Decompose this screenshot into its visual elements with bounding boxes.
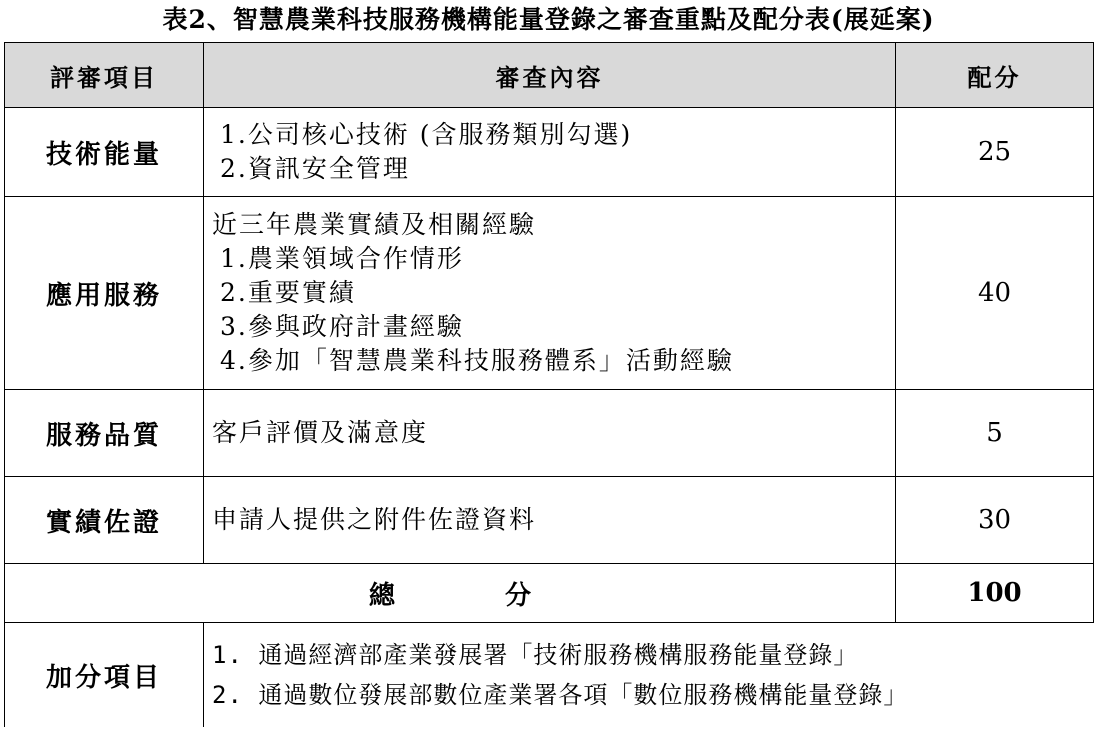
content-line: 2.資訊安全管理 <box>220 154 410 183</box>
bonus-line: 1. 通過經濟部產業發展署「技術服務機構服務能量登錄」 <box>212 641 859 669</box>
bonus-line: 2. 通過數位發展部數位產業署各項「數位服務機構能量登錄」 <box>212 681 909 709</box>
category-cell: 技術能量 <box>5 108 204 197</box>
category-cell: 實績佐證 <box>5 477 204 564</box>
score-cell: 40 <box>896 197 1094 390</box>
table-row <box>5 197 1094 390</box>
total-label-cell <box>5 564 896 623</box>
table-row <box>5 477 1094 564</box>
total-row <box>5 564 1094 623</box>
header-row <box>5 43 1094 108</box>
content-line: 2.重要實績 <box>220 278 356 307</box>
total-label-2: 分 <box>505 580 532 611</box>
content-cell <box>204 108 896 197</box>
header-score: 配分 <box>896 43 1094 108</box>
content-line: 客戶評價及滿意度 <box>212 418 429 447</box>
table-row <box>5 108 1094 197</box>
content-cell <box>204 390 896 477</box>
category-cell: 服務品質 <box>5 390 204 477</box>
total-score-cell: 100 <box>896 564 1094 623</box>
category-cell: 應用服務 <box>5 197 204 390</box>
content-line: 1.農業領域合作情形 <box>220 244 464 273</box>
content-line: 申請人提供之附件佐證資料 <box>212 505 537 534</box>
score-cell: 30 <box>896 477 1094 564</box>
content-cell <box>204 197 896 390</box>
content-line: 近三年農業實績及相關經驗 <box>212 210 537 239</box>
table-row <box>5 390 1094 477</box>
score-cell: 25 <box>896 108 1094 197</box>
content-cell <box>204 477 896 564</box>
score-cell: 5 <box>896 390 1094 477</box>
header-content: 審查內容 <box>204 43 896 108</box>
bonus-row <box>5 623 1094 728</box>
header-item: 評審項目 <box>5 43 204 108</box>
content-line: 3.參與政府計畫經驗 <box>220 312 464 341</box>
review-table <box>4 42 1094 727</box>
table-title: 表2、智慧農業科技服務機構能量登錄之審查重點及配分表(展延案) <box>162 5 935 34</box>
bonus-category-cell: 加分項目 <box>5 623 204 728</box>
content-line: 1.公司核心技術 (含服務類別勾選) <box>220 120 633 149</box>
total-label-1: 總 <box>368 580 395 611</box>
bonus-content-cell <box>204 623 1094 728</box>
content-line: 4.參加「智慧農業科技服務體系」活動經驗 <box>220 346 734 375</box>
